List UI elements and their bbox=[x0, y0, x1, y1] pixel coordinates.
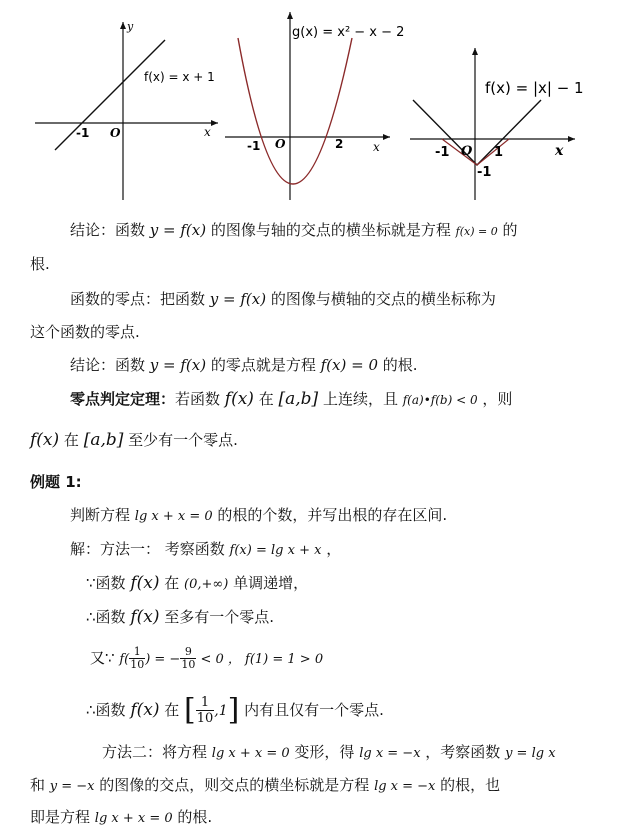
fraction-interval-start: $\frac{1}{10}$ bbox=[196, 695, 214, 726]
tick-neg1: -1 bbox=[435, 145, 450, 160]
origin-label: O bbox=[110, 126, 121, 140]
graph-quadratic-svg bbox=[220, 0, 405, 205]
tick-y-neg1: -1 bbox=[477, 165, 492, 180]
origin-label: O bbox=[461, 144, 473, 159]
fraction-one-tenth: $\frac{1}{10}$ bbox=[130, 645, 145, 671]
fraction-nine-tenths: $\frac{9}{10}$ bbox=[181, 645, 196, 671]
solution-method-2-line-2: 和 y = −x 的图像的交点，则交点的横坐标就是方程 lg x = −x 的根，也 bbox=[30, 776, 501, 794]
therefore-line-1: ∴函数 f(x) 至多有一个零点. bbox=[86, 607, 275, 627]
theorem-line-2: f(x) 在 [a,b] 至少有一个零点. bbox=[30, 430, 238, 450]
right-bracket: ] bbox=[227, 692, 240, 728]
graph-linear-svg bbox=[30, 0, 220, 205]
function-label: g(x) = x² − x − 2 bbox=[292, 25, 405, 40]
theorem-line-1: 零点判定定理：若函数 f(x) 在 [a,b] 上连续，且 f(a)•f(b) < 0 ，则 bbox=[70, 389, 513, 409]
y-axis-label: y bbox=[127, 20, 134, 33]
example-question: 判断方程 lg x + x = 0 的根的个数，并写出根的存在区间. bbox=[70, 506, 448, 524]
conclusion-line-1b: 根. bbox=[30, 255, 50, 273]
solution-method-2-line-3: 即是方程 lg x + x = 0 的根. bbox=[30, 808, 213, 826]
graph-absolute bbox=[405, 0, 605, 205]
theorem-title: 零点判定定理： bbox=[70, 390, 176, 408]
conclusion-line-2: 结论：函数 y = f(x) 的零点就是方程 f(x) = 0 的根. bbox=[70, 356, 418, 374]
tick-1: 1 bbox=[494, 145, 504, 160]
tick-neg1: -1 bbox=[247, 139, 261, 153]
function-label: f(x) = x + 1 bbox=[144, 70, 215, 84]
also-line: 又∵ f( $\frac{1}{10}$ ) = − $\frac{9}{10}$ < 0 ， f(1) = 1 > 0 bbox=[90, 645, 324, 671]
solution-method-2-line-1: 方法二：将方程 lg x + x = 0 变形，得 lg x = −x ，考察函数 y = lg x bbox=[102, 743, 556, 761]
therefore-line-2: ∴函数 f(x) 在 [ $\frac{1}{10}$ ,1] 内有且仅有一个零点. bbox=[86, 692, 384, 728]
x-axis-label: x bbox=[373, 140, 380, 154]
conclusion-line-1: 结论：函数 y = f(x) 的图像与轴的交点的横坐标就是方程 f(x) = 0 的 bbox=[70, 221, 518, 239]
origin-label: O bbox=[275, 137, 286, 151]
x-axis-label: x bbox=[555, 143, 564, 159]
x-axis-label: x bbox=[204, 125, 211, 139]
left-bracket: [ bbox=[184, 692, 196, 728]
function-label: f(x) = |x| − 1 bbox=[485, 79, 584, 97]
graph-quadratic bbox=[220, 0, 405, 205]
because-line: ∵函数 f(x) 在 (0,+∞) 单调递增， bbox=[86, 573, 309, 593]
zero-definition-line-2: 这个函数的零点. bbox=[30, 323, 140, 341]
zero-definition-line-1: 函数的零点：把函数 y = f(x) 的图像与横轴的交点的横坐标称为 bbox=[70, 290, 496, 308]
graph-absolute-svg bbox=[405, 0, 605, 205]
example-title: 例题 1: bbox=[30, 473, 82, 491]
tick-neg1: -1 bbox=[76, 126, 90, 140]
graph-linear bbox=[30, 0, 220, 205]
tick-2: 2 bbox=[335, 137, 344, 151]
solution-method-1: 解：方法一： 考察函数 f(x) = lg x + x ， bbox=[70, 540, 342, 558]
